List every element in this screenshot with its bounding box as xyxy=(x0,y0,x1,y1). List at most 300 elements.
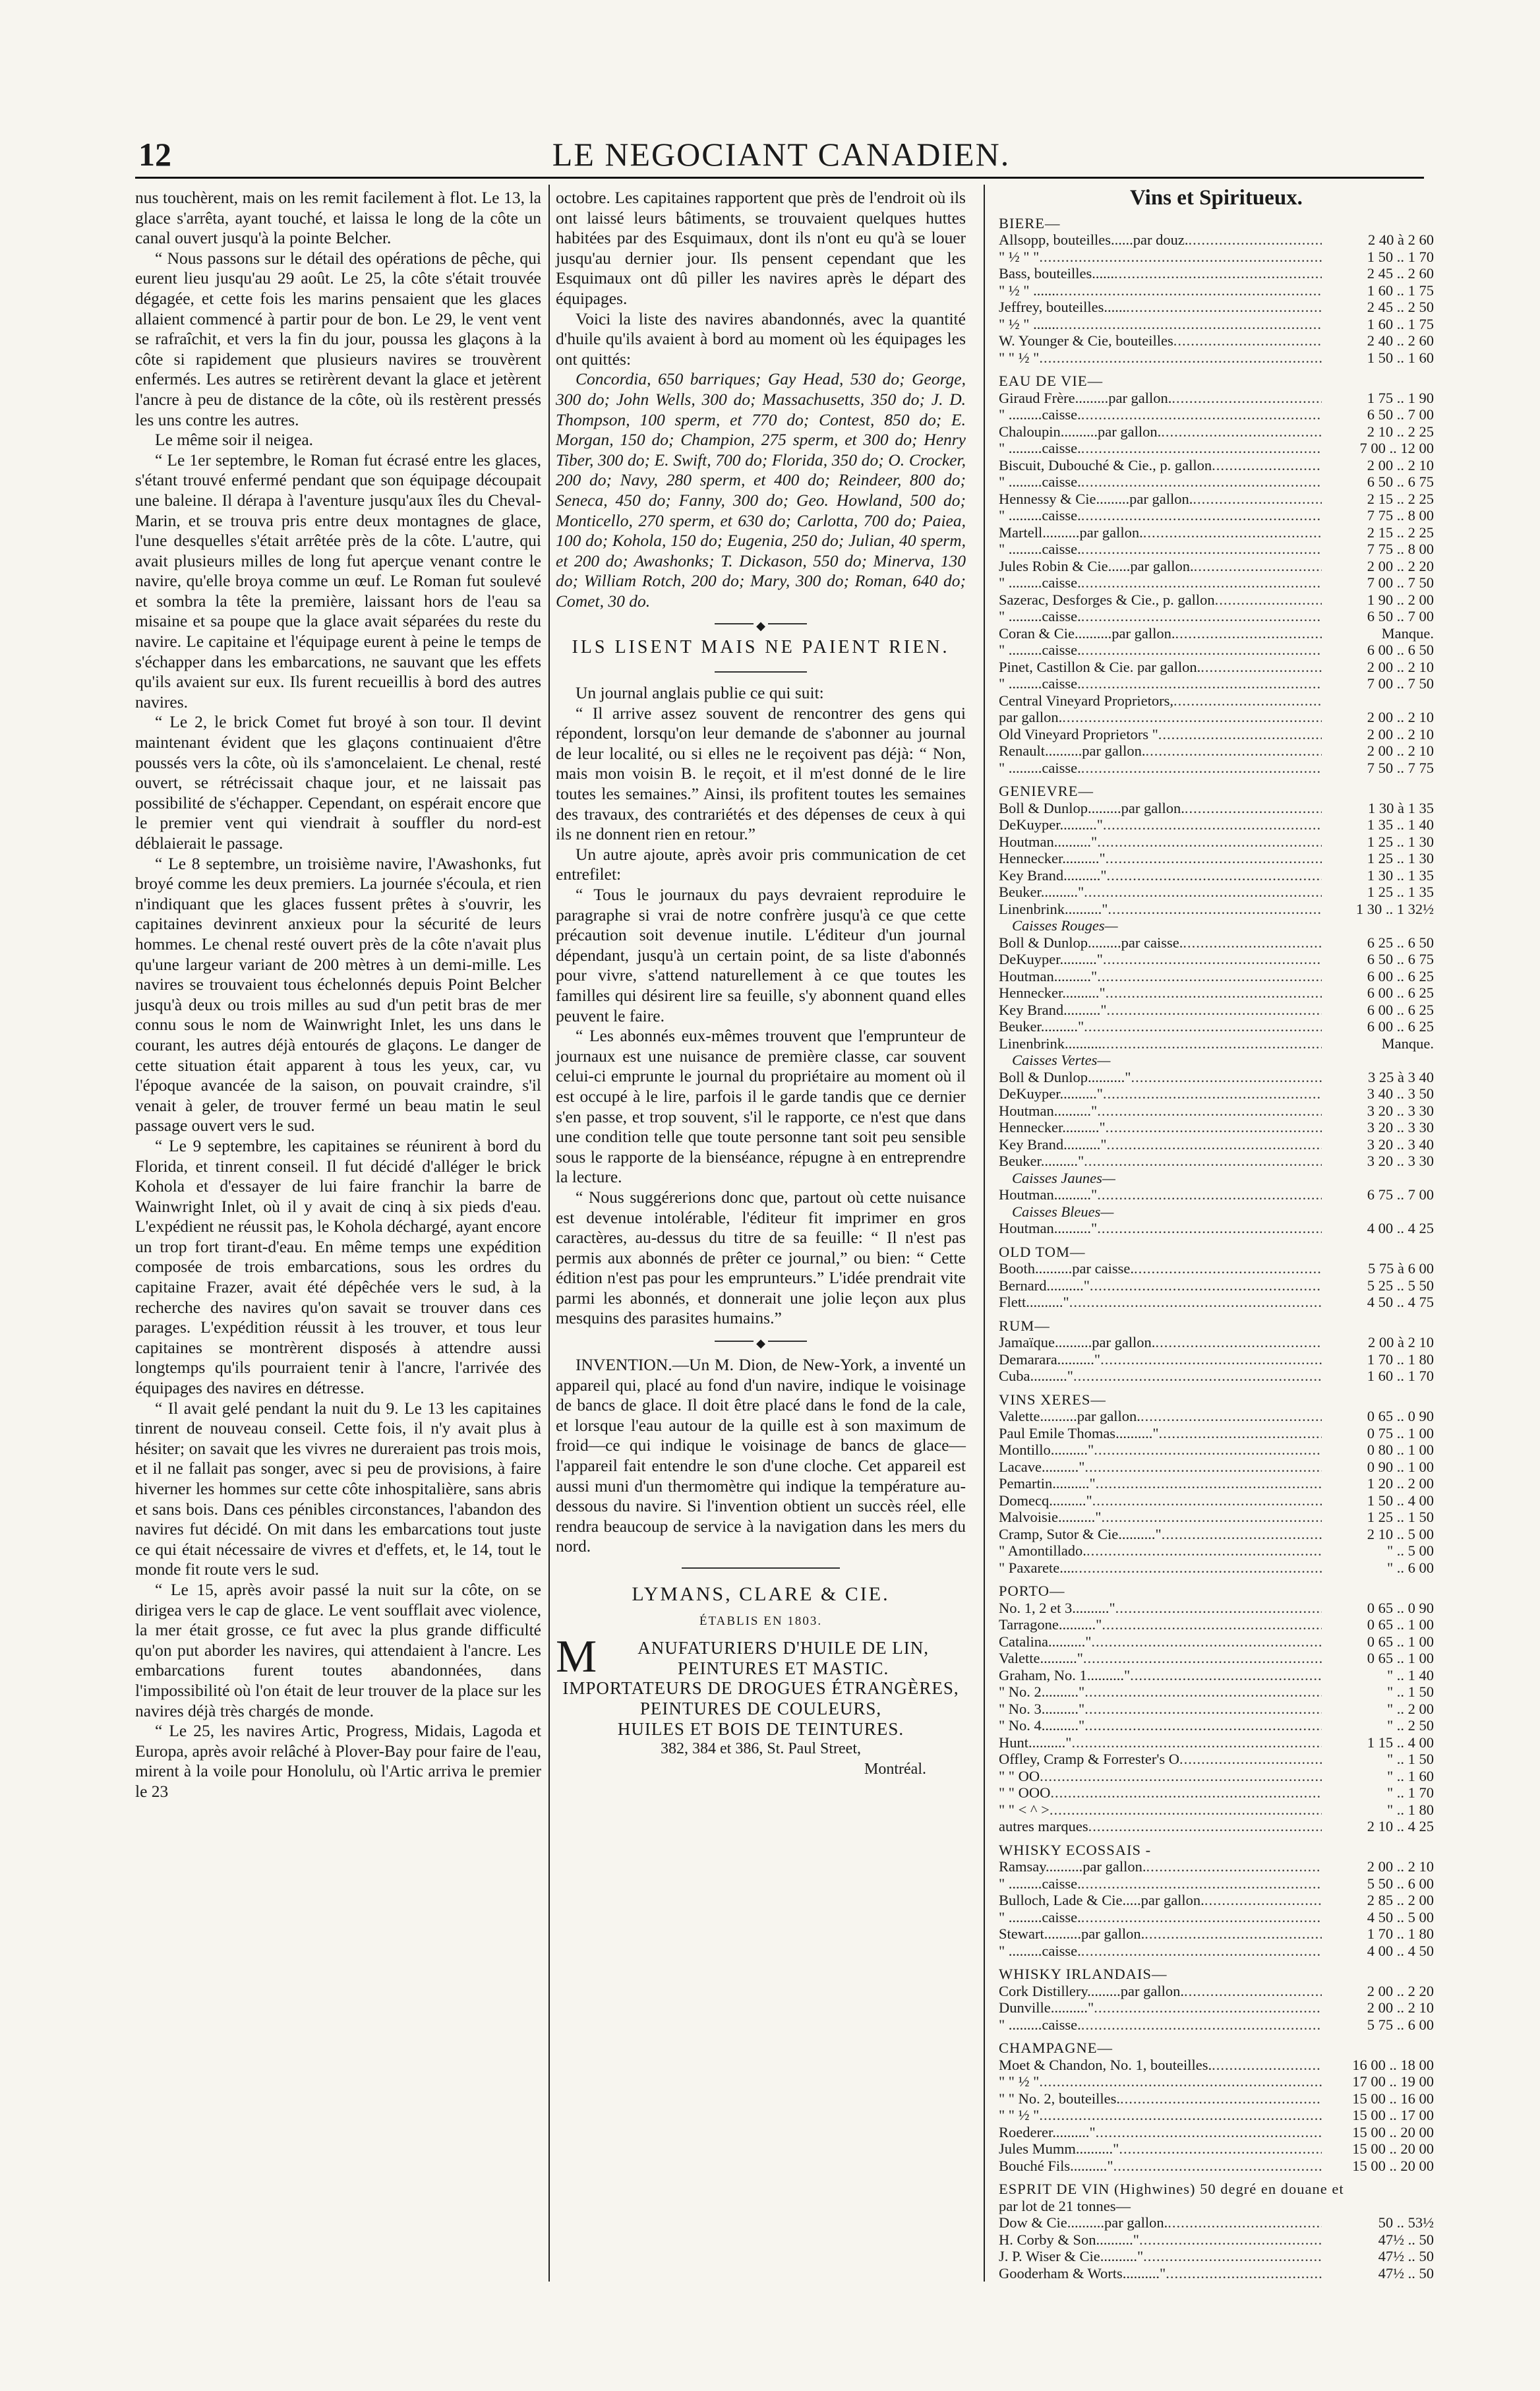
price-row xyxy=(999,659,1434,676)
product-name: Dow & Cie..........par gallon. xyxy=(999,2214,1168,2231)
product-name: Houtman.........." xyxy=(999,1220,1098,1237)
price-row xyxy=(999,1683,1434,1701)
price-subheading: Caisses Rouges— xyxy=(1012,917,1118,934)
leader-dots xyxy=(1050,1801,1322,1819)
article-paragraph: Un autre ajoute, après avoir pris communication de cet entrefilet: xyxy=(556,844,966,884)
price-row xyxy=(999,968,1434,985)
price-row xyxy=(999,1650,1434,1667)
product-name: Beuker.........." xyxy=(999,884,1084,901)
price-row xyxy=(999,984,1434,1002)
price-row xyxy=(999,1334,1434,1351)
price-row xyxy=(999,2231,1434,2249)
product-price: 0 65 .. 0 90 xyxy=(1367,1408,1434,1425)
leader-dots xyxy=(1103,1085,1322,1103)
leader-dots xyxy=(1081,473,1322,491)
price-row xyxy=(999,951,1434,968)
product-name: Malvoisie.........." xyxy=(999,1509,1102,1526)
leader-dots xyxy=(1120,2090,1322,2107)
product-price: 3 40 .. 3 50 xyxy=(1367,1085,1434,1103)
price-row xyxy=(999,1186,1434,1203)
price-row xyxy=(999,1818,1434,1835)
price-row xyxy=(999,1909,1434,1926)
price-row xyxy=(999,1734,1434,1751)
price-row xyxy=(999,1035,1434,1052)
product-name: Boll & Dunlop.........par gallon. xyxy=(999,799,1185,816)
product-name: " .........caisse. xyxy=(999,1908,1081,1925)
article-paragraph: “ Le 8 septembre, un troisième navire, l'Awashonks, fut broyé comme les deux premiers. La journée s'écoula, et rien n'indiquant que les glaces fussent prêtes à s'ouvrir, les capitaines devinrent anxieux pour la sécurité de leurs hommes. Le chenal resté ouvert près de la côte n'avait plus qu'une largeur variant de 200 mètres à un demi-mille. Les navires se trouvaient tous échelonnés depuis Point Belcher jusqu'à deux ou trois milles au sud d'un petit bras de mer connu sous le nom de Wainwright Inlet, les uns dans le courant, les autres déjà entourés de glaçons. Le danger de cette situation était apparent à tous les yeux, car, vu l'époque avancée de la saison, on pouvait craindre, s'il venait à geler, de trouver fermé un beau matin le seul passage ouvert vers le sud. xyxy=(135,853,541,1135)
product-price: 0 75 .. 1 00 xyxy=(1367,1424,1434,1441)
product-price: 2 15 .. 2 25 xyxy=(1367,490,1434,507)
product-name: Flett.........." xyxy=(999,1294,1069,1311)
leader-dots xyxy=(1158,726,1322,743)
price-row xyxy=(999,709,1434,726)
leader-dots xyxy=(1097,1220,1322,1237)
product-name: " .........caisse. xyxy=(999,507,1081,524)
price-subheading: Caisses Jaunes— xyxy=(1012,1169,1115,1186)
price-row xyxy=(999,541,1434,558)
leader-dots xyxy=(1097,1186,1322,1203)
product-price: 5 75 .. 6 00 xyxy=(1367,2016,1434,2033)
price-row xyxy=(999,1784,1434,1801)
price-row xyxy=(999,1119,1434,1136)
leader-dots xyxy=(1155,1334,1322,1351)
price-row xyxy=(999,675,1434,692)
product-name: " ½ " ...... xyxy=(999,282,1055,299)
price-row xyxy=(999,1925,1434,1943)
product-price: 7 75 .. 8 00 xyxy=(1367,507,1434,524)
ad-line: IMPORTATEURS DE DROGUES ÉTRANGÈRES, xyxy=(562,1678,959,1699)
product-name: DeKuyper.........." xyxy=(999,1085,1103,1103)
product-name: Hennessy & Cie.........par gallon. xyxy=(999,490,1193,507)
product-price: 1 60 .. 1 70 xyxy=(1367,1368,1434,1385)
price-section-heading: EAU DE VIE— xyxy=(999,373,1104,390)
product-price: 5 25 .. 5 50 xyxy=(1367,1277,1434,1294)
leader-dots xyxy=(1081,574,1322,591)
price-row xyxy=(999,1801,1434,1819)
leader-dots xyxy=(1100,1351,1322,1368)
product-name: Giraud Frère.........par gallon. xyxy=(999,389,1172,406)
product-name: Dunville.........." xyxy=(999,1999,1094,2016)
price-section-heading: ESPRIT DE VIN (Highwines) 50 degré en douane et xyxy=(999,2181,1344,2198)
product-price: 1 35 .. 1 40 xyxy=(1367,816,1434,833)
product-name: " .........caisse. xyxy=(999,759,1081,776)
product-price: " .. 1 60 xyxy=(1386,1767,1434,1784)
product-name: " Amontillado. xyxy=(999,1542,1086,1559)
leader-dots xyxy=(1094,1441,1322,1459)
product-name: Bass, bouteilles...... xyxy=(999,265,1114,282)
leader-dots xyxy=(1107,867,1322,884)
leader-dots xyxy=(1106,1119,1322,1136)
product-price: 2 10 .. 2 25 xyxy=(1367,423,1434,440)
price-row xyxy=(999,1526,1434,1543)
leader-dots xyxy=(1171,390,1322,407)
product-name: Houtman.........." xyxy=(999,1102,1098,1119)
product-price: 7 50 .. 7 75 xyxy=(1367,759,1434,776)
leader-dots xyxy=(1081,2016,1322,2034)
product-name: J. P. Wiser & Cie.........." xyxy=(999,2248,1144,2265)
column-2 xyxy=(556,188,966,1779)
price-row xyxy=(999,440,1434,457)
price-row xyxy=(999,1475,1434,1492)
product-name: Boll & Dunlop.........par caisse. xyxy=(999,934,1183,951)
leader-dots xyxy=(1185,800,1322,817)
ad-city: Montréal. xyxy=(864,1760,926,1778)
price-row xyxy=(999,642,1434,659)
product-price: 6 00 .. 6 25 xyxy=(1367,1001,1434,1018)
leader-dots xyxy=(1096,1475,1322,1492)
product-name: Biscuit, Dubouché & Cie., p. gallon xyxy=(999,456,1212,473)
price-row xyxy=(999,760,1434,777)
product-price: 16 00 .. 18 00 xyxy=(1352,2056,1434,2073)
price-row xyxy=(999,867,1434,884)
product-price: " .. 2 00 xyxy=(1386,1700,1434,1717)
leader-dots xyxy=(1097,833,1322,851)
price-row xyxy=(999,423,1434,440)
article-paragraph: Voici la liste des navires abandonnés, avec la quantité d'huile qu'ils avaient à bord au moment où les équipages les ont quittés: xyxy=(556,309,966,369)
product-name: Valette.........." xyxy=(999,1650,1083,1667)
product-price: 3 20 .. 3 30 xyxy=(1367,1153,1434,1170)
product-name: Jules Robin & Cie......par gallon. xyxy=(999,557,1194,574)
product-price: 7 00 .. 12 00 xyxy=(1359,440,1434,457)
product-name: Key Brand.........." xyxy=(999,866,1107,884)
leader-dots xyxy=(1131,1069,1322,1086)
leader-dots xyxy=(1039,349,1322,367)
price-row xyxy=(999,1600,1434,1617)
product-price: 1 50 .. 4 00 xyxy=(1367,1492,1434,1509)
product-price: 0 90 .. 1 00 xyxy=(1367,1458,1434,1475)
leader-dots xyxy=(1084,884,1322,901)
leader-dots xyxy=(1062,709,1322,726)
leader-dots xyxy=(1130,1667,1322,1684)
leader-dots xyxy=(1084,1018,1322,1035)
product-name: Bouché Fils.........." xyxy=(999,2157,1113,2174)
product-name: " No. 2.........." xyxy=(999,1683,1085,1701)
product-price: " .. 5 00 xyxy=(1386,1542,1434,1559)
leader-dots xyxy=(1094,1999,1322,2016)
leader-dots xyxy=(1086,1542,1322,1559)
price-row xyxy=(999,524,1434,541)
product-price: 1 50 .. 1 70 xyxy=(1367,248,1434,265)
leader-dots xyxy=(1055,282,1322,299)
product-name: " ½ " ...... xyxy=(999,315,1055,332)
product-price: 1 25 .. 1 30 xyxy=(1367,850,1434,867)
product-name: Roederer.........." xyxy=(999,2123,1096,2140)
price-row xyxy=(999,1277,1434,1294)
product-name: Booth..........par caisse. xyxy=(999,1260,1134,1277)
product-price: " .. 1 40 xyxy=(1386,1666,1434,1683)
product-price: 47½ .. 50 xyxy=(1378,2248,1434,2265)
price-row xyxy=(999,2090,1434,2107)
price-row xyxy=(999,692,1434,710)
product-price: 17 00 .. 19 00 xyxy=(1352,2073,1434,2090)
leader-dots xyxy=(1039,249,1322,266)
product-name: Offley, Cramp & Forrester's O xyxy=(999,1751,1179,1768)
article-paragraph: “ Le 2, le brick Comet fut broyé à son tour. Il devint maintenant évident que les glaçons continuaient d'être poussés vers la côte, où ils s'amoncelaient. Le chenal, resté ouvert, se rétrécissait chaque jour, et ne laissait pas possibilité de s'échapper. Cependant, on espérait encore que le premier vent qui viendrait à souffler du nord-est déblaierait le passage. xyxy=(135,712,541,853)
product-price: 2 45 .. 2 50 xyxy=(1367,299,1434,316)
price-row xyxy=(999,1069,1434,1086)
product-name: " .........caisse. xyxy=(999,574,1081,591)
product-name: " No. 4.........." xyxy=(999,1717,1085,1734)
price-row xyxy=(999,2073,1434,2090)
product-name: Bulloch, Lade & Cie.....par gallon. xyxy=(999,1892,1204,1909)
price-row xyxy=(999,1492,1434,1509)
product-name: Hunt.........." xyxy=(999,1734,1072,1751)
heading-rule xyxy=(715,671,807,673)
invention-paragraph: INVENTION.—Un M. Dion, de New-York, a inventé un appareil qui, placé au fond d'un navire, indique le voisinage de bancs de glace. Il doit être placé dans le fond de la cale, et lorsque l'eau autour de la quille est à son maximum de froid—ce qui indique le voisinage de bancs de glace—l'appareil fait entendre le son d'une cloche. Cet appareil est aussi muni d'un thermomètre qui indique la température au-dessous du navire. Si l'invention obtient un succès réel, elle rendra beaucoup de service à la navigation dans les mers du nord. xyxy=(556,1355,966,1556)
section-ornament: ◆ xyxy=(715,1341,807,1343)
ad-firm-name: LYMANS, CLARE & CIE. xyxy=(632,1583,890,1605)
product-price: 0 65 .. 1 00 xyxy=(1367,1633,1434,1650)
leader-dots xyxy=(1081,406,1322,423)
price-row xyxy=(999,2016,1434,2034)
price-row xyxy=(999,800,1434,817)
leader-dots xyxy=(1081,541,1322,558)
product-name: " .........caisse. xyxy=(999,541,1081,558)
product-price: 1 60 .. 1 75 xyxy=(1367,282,1434,299)
price-list xyxy=(999,215,1434,2282)
price-row xyxy=(999,1559,1434,1577)
leader-dots xyxy=(1081,608,1322,625)
product-price: 2 00 .. 2 20 xyxy=(1367,557,1434,574)
price-row xyxy=(999,1103,1434,1120)
product-price: 5 50 .. 6 00 xyxy=(1367,1875,1434,1892)
article-paragraph: “ Le 15, après avoir passé la nuit sur la côte, on se dirigea vers le cap de glace. Le vent soufflait avec violence, la mer était grosse, ce fut avec la plus grande difficulté qu'on put aborder les navires, qui attendaient à l'ancre. Les embarcations furent toutes abandonnées, dans l'impossibilité où l'on était de leur trouver de la place sur les navires déjà très chargés de monde. xyxy=(135,1579,541,1720)
article-paragraph: “ Il arrive assez souvent de rencontrer des gens qui répondent, lorsqu'on leur demande de s'abonner au journal de leur localité, ou si elles ne le reçoivent pas déjà: “ Non, mais mon voisin B. le reçoit, et il m'est donné de le lire toutes les semaines.” Ainsi, ils profitent toutes les semaines des travaux, des contrariétés et des dépenses de ceux à qui ils ne donnent rien en retour.” xyxy=(556,703,966,844)
leader-dots xyxy=(1106,984,1322,1002)
price-section-heading: PORTO— xyxy=(999,1583,1065,1600)
leader-dots xyxy=(1103,816,1322,833)
product-price: 6 00 .. 6 25 xyxy=(1367,984,1434,1002)
ad-address: 382, 384 et 386, St. Paul Street, xyxy=(661,1740,861,1758)
price-row xyxy=(999,2140,1434,2158)
price-row xyxy=(999,1459,1434,1476)
product-price: 6 00 .. 6 25 xyxy=(1367,1018,1434,1035)
leader-dots xyxy=(1088,1818,1322,1835)
product-price: 6 25 .. 6 50 xyxy=(1367,934,1434,951)
product-name: " .........caisse. xyxy=(999,1942,1081,1959)
price-row xyxy=(999,1616,1434,1633)
product-name: par gallon. xyxy=(999,709,1063,726)
product-price: 2 00 .. 2 10 xyxy=(1367,709,1434,726)
price-row xyxy=(999,1260,1434,1277)
article-paragraph: “ Nous passons sur le détail des opérations de pêche, qui eurent lieu jusqu'au 29 août. Le 25, la côte s'était trouvée dégagée, et cette fois les marins pensaient que les glaces allaient commencé à partir pour de bon. Le 29, le vent vent se rafraîchit, et vers la fin du jour, poussa les glaçons à la côte si rapidement que plusieurs navires se trouvèrent enfermés. Les autres se retirèrent devant la glace et jetèrent l'ancre à peu de distance de la côte, où ils restèrent pressés les uns contre les autres. xyxy=(135,248,541,429)
product-name: " .........caisse. xyxy=(999,2016,1081,2033)
product-name: Pinet, Castillon & Cie. par gallon. xyxy=(999,658,1201,675)
product-name: Martell..........par gallon. xyxy=(999,524,1143,541)
leader-dots xyxy=(1212,457,1322,474)
product-name: Demarara.........." xyxy=(999,1350,1101,1368)
ad-established: ÉTABLIS EN 1803. xyxy=(699,1614,823,1628)
price-row xyxy=(999,1294,1434,1311)
leader-dots xyxy=(1106,850,1322,867)
price-row xyxy=(999,726,1434,743)
article-paragraph: Le même soir il neigea. xyxy=(155,430,314,450)
leader-dots xyxy=(1143,524,1322,541)
column-divider xyxy=(548,185,550,2282)
price-row xyxy=(999,1220,1434,1237)
product-price: 1 30 .. 1 35 xyxy=(1367,866,1434,884)
leader-dots xyxy=(1113,2158,1322,2175)
leader-dots xyxy=(1175,625,1322,642)
article-paragraph: “ Il avait gelé pendant la nuit du 9. Le 13 les capitaines tinrent de nouveau conseil. Cette fois, il n'y avait plus à hésiter; on savait que les vivres ne dureraient pas trois mois, et il ne fallait pas songer, avec si peu de provisions, à faire hiverner les hommes sur cette côte inhospitalière, sans abris et sans bois. Dans ces pénibles circonstances, l'abandon des navires fut décidé. On mit dans les embarcations tout juste ce qui était nécessaire de vivres et d'effets, et, le 14, tout le monde fit route vers le sud. xyxy=(135,1398,541,1579)
column-3 xyxy=(999,188,1434,2282)
leader-dots xyxy=(1188,231,1322,249)
leader-dots xyxy=(1179,1751,1322,1768)
product-price: " .. 6 00 xyxy=(1386,1559,1434,1576)
price-row xyxy=(999,1858,1434,1875)
price-row xyxy=(999,1351,1434,1368)
price-section-heading: BIERE— xyxy=(999,214,1061,231)
product-name: Moet & Chandon, No. 1, bouteilles. xyxy=(999,2056,1212,2073)
leader-dots xyxy=(1092,1492,1322,1509)
product-price: 2 00 .. 2 10 xyxy=(1367,658,1434,675)
product-name: Hennecker.........." xyxy=(999,850,1106,867)
product-price: Manque. xyxy=(1381,624,1434,642)
product-price: 2 40 .. 2 60 xyxy=(1367,332,1434,349)
price-row xyxy=(999,1717,1434,1734)
product-price: 1 25 .. 1 50 xyxy=(1367,1509,1434,1526)
product-price: 3 20 .. 3 30 xyxy=(1367,1119,1434,1136)
price-row xyxy=(999,349,1434,367)
ad-drop-cap: M xyxy=(556,1638,597,1679)
leader-dots xyxy=(1039,2073,1322,2090)
price-row xyxy=(999,850,1434,867)
product-name: Jamaïque..........par gallon. xyxy=(999,1334,1156,1351)
column-divider xyxy=(984,185,985,2282)
product-price: 2 00 .. 2 10 xyxy=(1367,725,1434,742)
price-row xyxy=(999,1983,1434,2000)
product-name: Coran & Cie..........par gallon. xyxy=(999,624,1175,642)
product-name: Houtman.........." xyxy=(999,833,1098,850)
ship-list: Concordia, 650 barriques; Gay Head, 530 do; George, 300 do; John Wells, 300 do; Massachusetts, 350 do; J. D. Thompson, 100 sperm, et 770 do; Contest, 850 do; E. Morgan, 150 do; Champion, 275 sperm, et 300 do; Henry Tiber, 300 do; E. Swift, 700 do; Florida, 350 do; O. Crocker, 200 do; Navy, 280 sperm, et 400 do; Reindeer, 800 do; Seneca, 450 do; Fanny, 300 do; Geo. Howland, 500 do; Monticello, 270 sperm, et 630 do; Carlotta, 700 do; Paiea, 100 do; Kohola, 150 do; Eugenia, 250 do; Julian, 40 sperm, et 200 do; Awashonks; T. Dickason, 550 do; Minerva, 130 do; William Rotch, 200 do; Mary, 300 do; Roman, 640 do; Comet, 30 do. xyxy=(556,369,966,611)
product-price: 1 70 .. 1 80 xyxy=(1367,1925,1434,1943)
product-name: " " ½ " xyxy=(999,2107,1040,2124)
leader-dots xyxy=(1212,2057,1322,2074)
product-price: 7 00 .. 7 50 xyxy=(1367,675,1434,692)
product-price: 1 30 .. 1 32½ xyxy=(1355,900,1434,917)
product-price: 1 15 .. 4 00 xyxy=(1367,1734,1434,1751)
product-price: 3 20 .. 3 40 xyxy=(1367,1135,1434,1153)
price-row xyxy=(999,473,1434,491)
price-section-heading: CHAMPAGNE— xyxy=(999,2040,1113,2057)
price-row xyxy=(999,1408,1434,1425)
product-name: Beuker.........." xyxy=(999,1153,1084,1170)
leader-dots xyxy=(1073,1368,1322,1385)
price-row xyxy=(999,2107,1434,2124)
leader-dots xyxy=(1107,1002,1322,1019)
leader-dots xyxy=(1081,675,1322,692)
price-row xyxy=(999,1701,1434,1718)
product-name: Jeffrey, bouteilles...... xyxy=(999,299,1127,316)
leader-dots xyxy=(1050,1784,1322,1801)
price-row xyxy=(999,1999,1434,2016)
leader-dots xyxy=(1115,1600,1322,1617)
leader-dots xyxy=(1144,1925,1322,1943)
leader-dots xyxy=(1097,1103,1322,1120)
product-name: Key Brand.........." xyxy=(999,1001,1107,1018)
leader-dots xyxy=(1081,440,1322,457)
page-number: 12 xyxy=(138,136,171,173)
product-price: 2 85 .. 2 00 xyxy=(1367,1892,1434,1909)
price-row xyxy=(999,816,1434,833)
leader-dots xyxy=(1162,1526,1322,1543)
advertisement xyxy=(556,1585,966,1779)
product-name: Central Vineyard Proprietors, xyxy=(999,692,1174,709)
product-price: 2 10 .. 5 00 xyxy=(1367,1525,1434,1542)
product-name: Renault..........par gallon. xyxy=(999,742,1146,760)
price-list-title: Vins et Spiritueux. xyxy=(1130,186,1303,210)
product-price: 1 75 .. 1 90 xyxy=(1367,389,1434,406)
product-name: Tarragone.........." xyxy=(999,1616,1102,1633)
leader-dots xyxy=(1081,1909,1322,1926)
leader-dots xyxy=(1081,760,1322,777)
product-price: 2 00 .. 2 20 xyxy=(1367,1982,1434,1999)
product-name: " .........caisse. xyxy=(999,642,1081,659)
product-name: " .........caisse. xyxy=(999,675,1081,692)
price-row xyxy=(999,1018,1434,1035)
product-price: 2 15 .. 2 25 xyxy=(1367,524,1434,541)
price-row xyxy=(999,884,1434,901)
product-name: Sazerac, Desforges & Cie., p. gallon xyxy=(999,591,1215,608)
price-section-heading: VINS XERES— xyxy=(999,1391,1106,1408)
price-row xyxy=(999,1667,1434,1684)
price-row xyxy=(999,558,1434,575)
leader-dots xyxy=(1114,265,1322,282)
product-price: 3 25 à 3 40 xyxy=(1368,1068,1434,1085)
column-1 xyxy=(135,188,541,1802)
product-name: Catalina.........." xyxy=(999,1633,1092,1650)
product-price: 3 20 .. 3 30 xyxy=(1367,1102,1434,1119)
ad-line: HUILES ET BOIS DE TEINTURES. xyxy=(617,1718,904,1739)
leader-dots xyxy=(1200,659,1322,676)
leader-dots xyxy=(1096,2124,1322,2141)
price-section-heading: WHISKY IRLANDAIS— xyxy=(999,1966,1168,1983)
leader-dots xyxy=(1084,1701,1322,1718)
price-row xyxy=(999,1509,1434,1526)
product-name: DeKuyper.........." xyxy=(999,816,1103,833)
product-price: 2 00 .. 2 10 xyxy=(1367,1858,1434,1875)
leader-dots xyxy=(1090,1277,1322,1294)
article-paragraph: octobre. Les capitaines rapportent que près de l'endroit où ils ont laissé leurs bâtiments, se trouvaient quelques huttes habitées par des Esquimaux, dont ils n'ont eu qu'à se louer jusqu'au dernier jour. Ils pensent cependant que les Esquimaux ont dû piller les navires après le départ des équipages. xyxy=(556,188,966,308)
leader-dots xyxy=(1083,1650,1322,1667)
leader-dots xyxy=(1119,2140,1322,2158)
leader-dots xyxy=(1081,1875,1322,1892)
product-name: Hennecker.........." xyxy=(999,1119,1106,1136)
product-price: 1 30 à 1 35 xyxy=(1368,799,1434,816)
product-price: 1 20 .. 2 00 xyxy=(1367,1475,1434,1492)
product-name: Lacave.........." xyxy=(999,1458,1085,1475)
price-row xyxy=(999,1768,1434,1785)
product-name: " .........caisse. xyxy=(999,1875,1081,1892)
product-name: Houtman.........." xyxy=(999,1186,1098,1203)
leader-dots xyxy=(1166,2265,1322,2282)
price-row xyxy=(999,742,1434,760)
price-row xyxy=(999,591,1434,609)
price-section-heading: RUM— xyxy=(999,1317,1050,1334)
price-row xyxy=(999,299,1434,316)
product-name: " No. 3.........." xyxy=(999,1700,1085,1717)
page-header xyxy=(138,135,1424,175)
price-row xyxy=(999,1441,1434,1459)
leader-dots xyxy=(1103,951,1322,968)
price-row xyxy=(999,316,1434,333)
price-row xyxy=(999,249,1434,266)
leader-dots xyxy=(1102,1035,1322,1052)
leader-dots xyxy=(1126,299,1322,316)
price-section-heading: WHISKY ECOSSAIS - xyxy=(999,1841,1152,1858)
price-row xyxy=(999,1085,1434,1103)
article-paragraph: “ Les abonnés eux-mêmes trouvent que l'emprunteur de journaux est une nuisance de première classe, car souvent celui-ci emprunte le journal du propriétaire au moment où il est occupé à le lire, parfois il le garde tandis que ce dernier s'en passe, et trop souvent, s'il le rapporte, ce n'est que dans une condition telle que toute personne tant soit peu sensible sous le rapporte de la bienséance, répugne à en entreprendre la lecture. xyxy=(556,1026,966,1187)
